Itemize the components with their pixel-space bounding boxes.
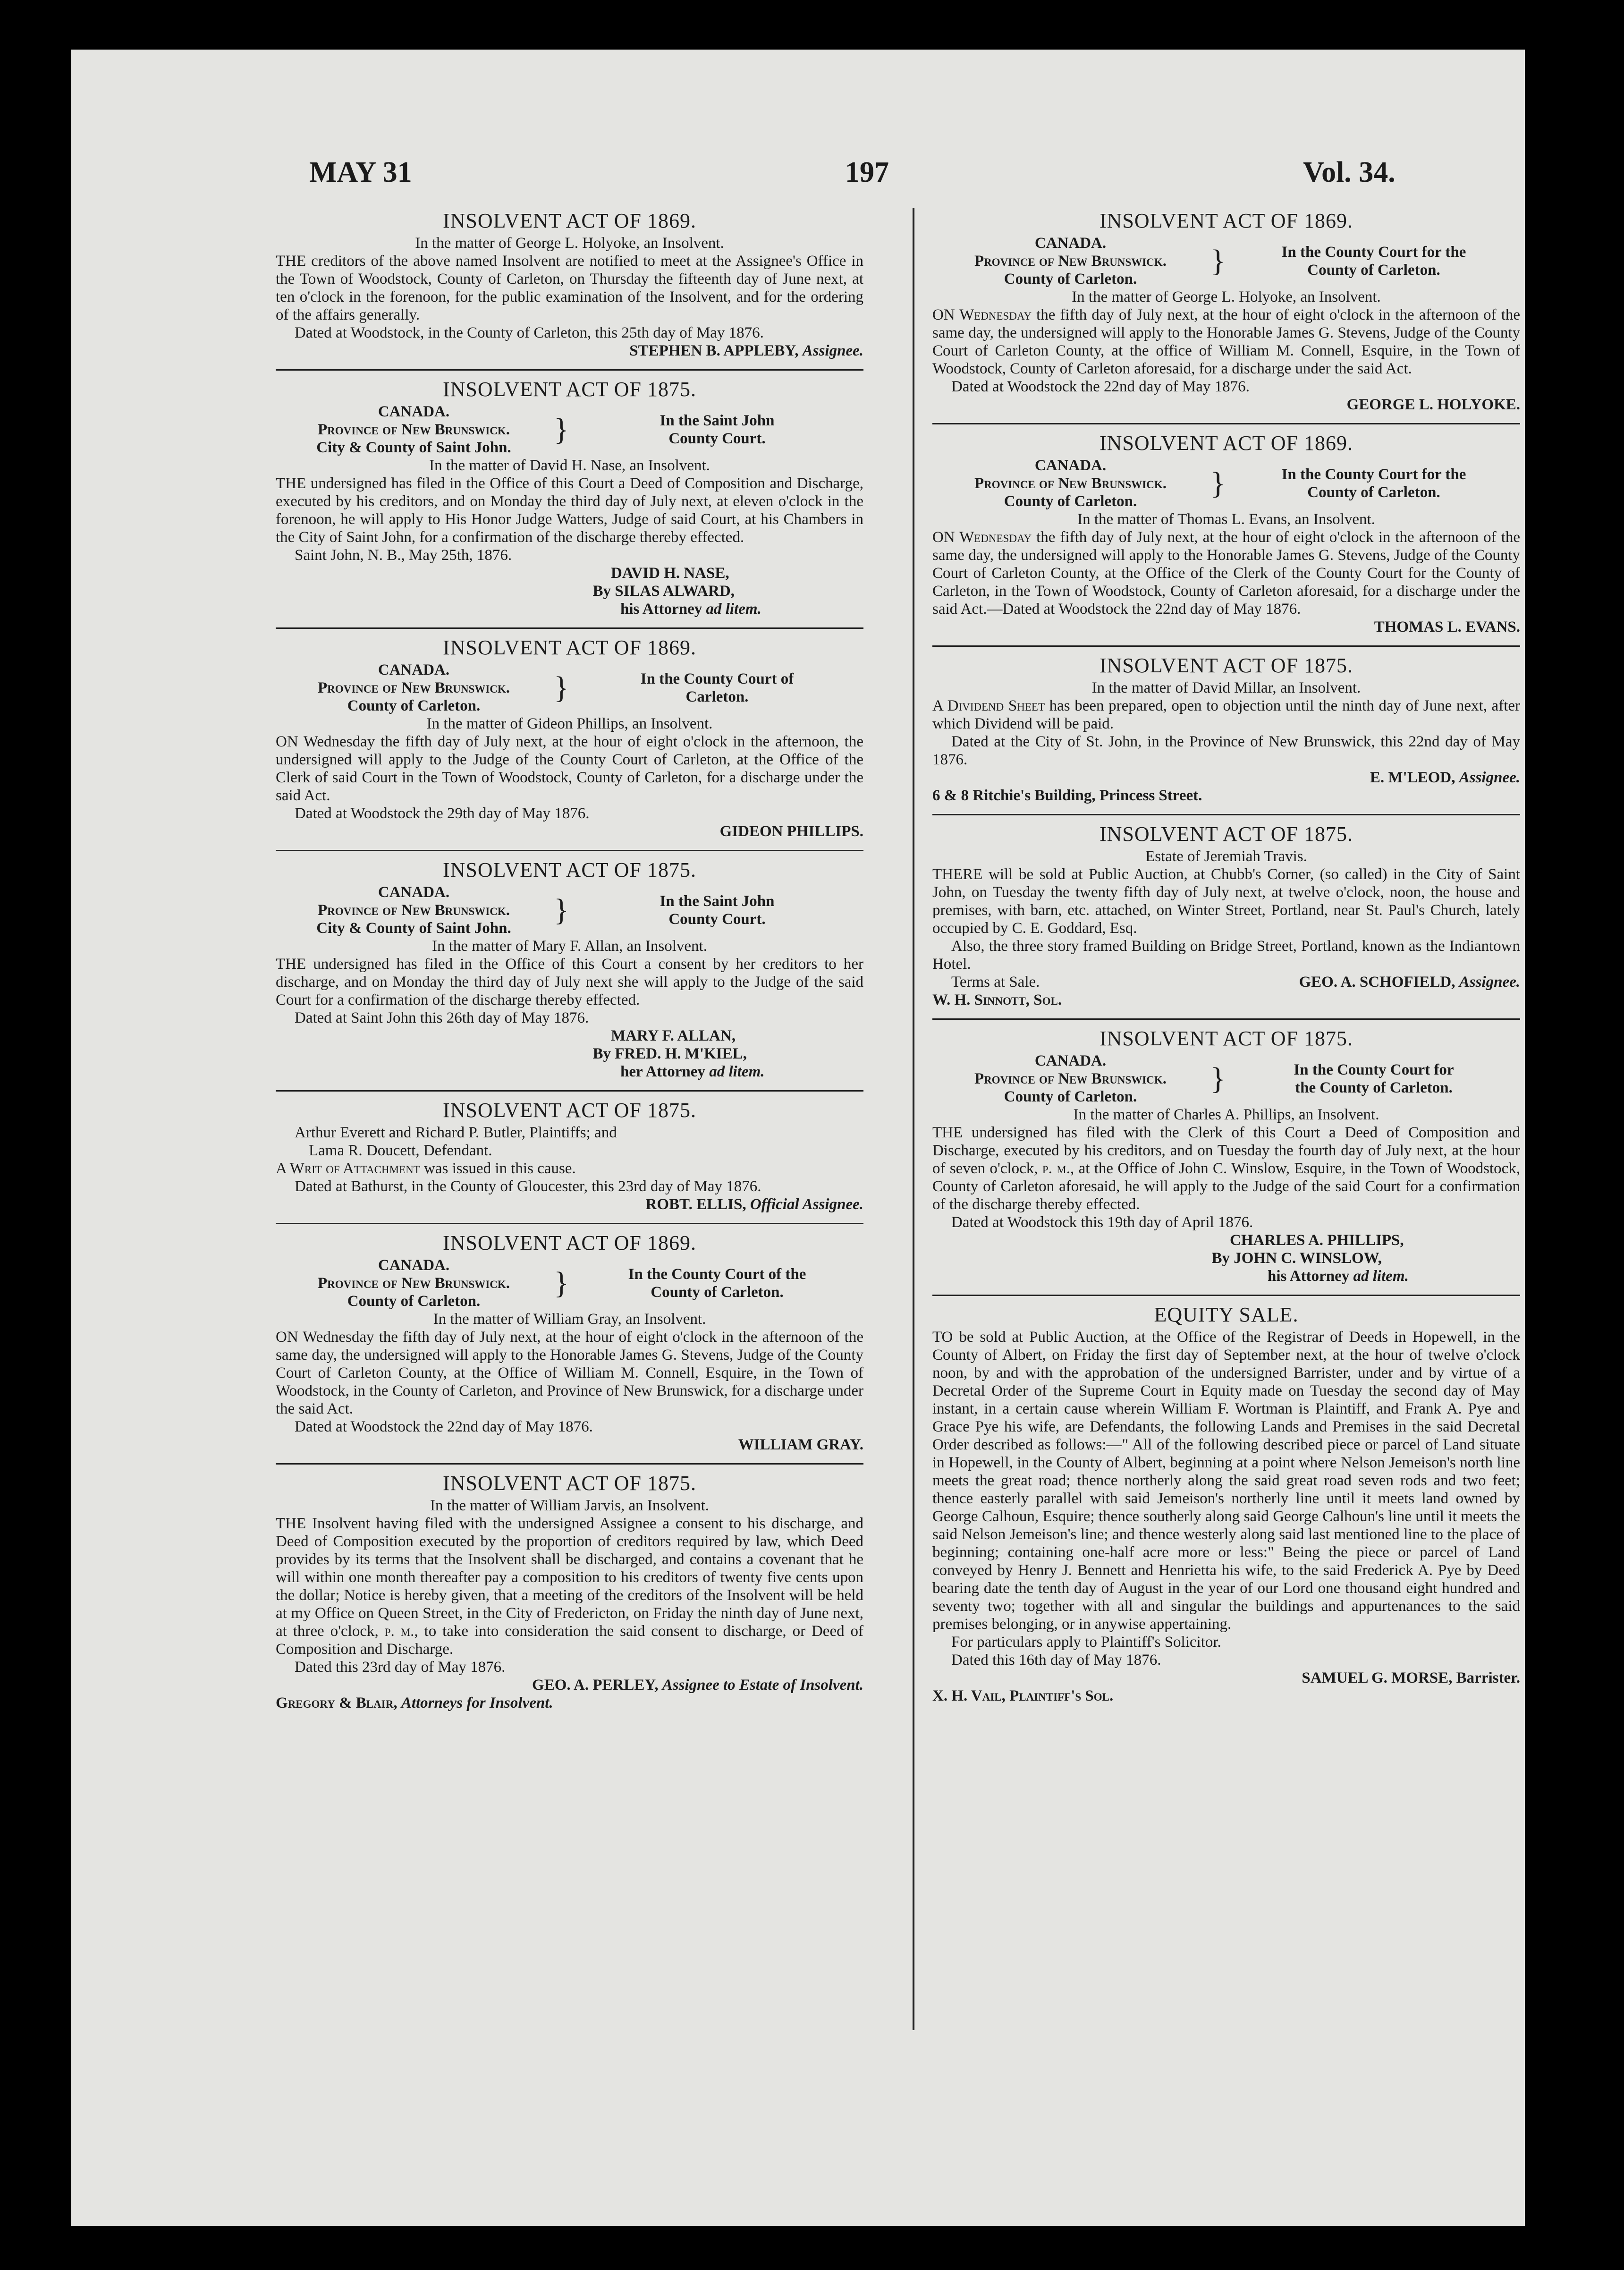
caption-court-2: County of Carleton. [1307, 484, 1440, 501]
signature-attorney: FRED. H. M'KIEL, [615, 1045, 747, 1062]
signature-role-latin: ad litem. [1353, 1268, 1409, 1285]
brace-glyph: } [554, 893, 569, 927]
caption-court: In the County Court for the [1281, 466, 1466, 483]
notice-body-lead: ON Wednesday [932, 306, 1032, 323]
court-caption [276, 1256, 863, 1310]
notice-matter: In the matter of Gideon Phillips, an Insolvent. [426, 715, 713, 732]
notice-body-part-1: THE Insolvent having filed with the undersigned Assignee a consent to his discharge, and Deed of Composition executed by the proportion of creditors required by law, which Deed provides by its terms that the Insolvent shall be discharged, and contains a covenant that he will within one month thereafter pay a composition to his creditors of twenty five cents upon the dollar; Notice is hereby given, that a meeting of the creditors of the Insolvent will be held at my Office on Queen Street, in the City of Fredericton, on Friday the ninth day of June next, at three o'clock, [276, 1515, 863, 1640]
notice-signature [276, 342, 863, 360]
notice-attorneys [276, 1694, 863, 1712]
signature-role: Assignee. [802, 342, 863, 359]
notice-dated: Dated at Woodstock the 22nd day of May 1876. [951, 378, 1250, 395]
signature-name: DAVID H. NASE, [611, 565, 729, 582]
notice-parties-2: Lama R. Doucett, Defendant. [309, 1142, 492, 1159]
notice-signature [276, 1027, 863, 1081]
caption-court-2: County Court. [668, 430, 766, 447]
signature-attorney: JOHN C. WINSLOW, [1234, 1250, 1382, 1267]
notice-dated: Dated at Woodstock, in the County of Carleton, this 25th day of May 1876. [295, 324, 764, 341]
caption-court-2: County of Carleton. [651, 1284, 784, 1301]
notice-terms-row [932, 973, 1520, 991]
notice-signature: THOMAS L. EVANS. [1374, 618, 1520, 635]
notice-title: INSOLVENT ACT OF 1869. [442, 209, 697, 232]
court-caption [932, 1052, 1520, 1106]
notice-signature [932, 1231, 1520, 1285]
caption-country: CANADA. [378, 884, 450, 901]
left-column [276, 208, 863, 2044]
notice-body [932, 697, 1520, 733]
notice-title: INSOLVENT ACT OF 1875. [442, 1472, 697, 1495]
notice-title: INSOLVENT ACT OF 1875. [1099, 822, 1353, 846]
notice-title: INSOLVENT ACT OF 1869. [442, 636, 697, 659]
notice-body: THE creditors of the above named Insolvent are notified to meet at the Assignee's Office in the Town of Woodstock, County of Carleton, on Thursday the fifteenth day of June next, at ten o'clock in the forenoon, for the public examination of the Insolvent, and for the ordering of the affairs generally. [276, 253, 863, 323]
caption-court: In the Saint John [660, 893, 775, 910]
signature-name: ROBT. ELLIS, [645, 1196, 746, 1213]
notice-signature: WILLIAM GRAY. [738, 1436, 863, 1453]
notice-signature [276, 1195, 863, 1213]
caption-province: Province of New Brunswick. [318, 679, 510, 696]
signature-name: MARY F. ALLAN, [611, 1027, 736, 1044]
notice-matter: In the matter of Mary F. Allan, an Insolvent. [432, 938, 707, 955]
caption-province: Province of New Brunswick. [318, 1275, 510, 1292]
right-column [932, 208, 1520, 2044]
caption-country: CANADA. [378, 403, 450, 420]
caption-country: CANADA. [1034, 1052, 1107, 1069]
page-volume: Vol. 34. [1303, 156, 1396, 188]
notice-body [276, 1515, 863, 1658]
signature-role: Assignee. [1459, 769, 1520, 786]
caption-province: Province of New Brunswick. [974, 1070, 1167, 1087]
notice-dated: Dated at Saint John this 26th day of May 1876. [295, 1009, 589, 1026]
notice-signature [276, 564, 863, 618]
notice-jarvis-1875 [276, 1463, 863, 1712]
page-date: MAY 31 [309, 156, 412, 188]
caption-county: County of Carleton. [1004, 493, 1137, 510]
caption-court: In the County Court of the [628, 1266, 806, 1283]
notice-signature: SAMUEL G. MORSE, Barrister. [1302, 1669, 1520, 1686]
notice-body [932, 1124, 1520, 1213]
notice-body-rest: the fifth day of July next, at the hour of eight o'clock in the afternoon of the same day, the undersigned will apply to the Honorable James G. Stevens, Judge of the County Court of Carleton County, at the office of William M. Connell, Esquire, in the Town of Woodstock, County of Carleton aforesaid, for a discharge under the said Act. [932, 306, 1520, 377]
notice-terms: Terms at Sale. [951, 974, 1040, 991]
notice-nase-1875 [276, 369, 863, 618]
caption-court: In the Saint John [660, 412, 775, 429]
caption-country: CANADA. [378, 661, 450, 678]
notice-also: Also, the three story framed Building on Bridge Street, Portland, known as the Indiantown Hotel. [932, 938, 1520, 973]
court-caption [932, 234, 1520, 288]
brace-glyph: } [554, 1266, 569, 1300]
signature-name: STEPHEN B. APPLEBY, [629, 342, 799, 359]
signature-role: his Attorney [620, 601, 702, 618]
notice-dated: Dated at Bathurst, in the County of Gloucester, this 23rd day of May 1876. [295, 1178, 761, 1195]
notice-signature [932, 769, 1520, 787]
caption-province: Province of New Brunswick. [318, 421, 510, 438]
page-number: 197 [845, 156, 889, 188]
notice-matter: In the matter of Charles A. Phillips, an Insolvent. [1073, 1106, 1379, 1123]
signature-by: By [1211, 1250, 1230, 1267]
column-divider [913, 208, 914, 2030]
caption-county: County of Carleton. [1004, 1088, 1137, 1105]
notice-charles-phillips-1875 [932, 1018, 1520, 1285]
notice-dated: Dated at Woodstock the 29th day of May 1876. [295, 805, 590, 822]
notice-holyoke-1869 [276, 208, 863, 360]
notice-title: INSOLVENT ACT OF 1875. [1099, 1027, 1353, 1050]
notice-travis-1875 [932, 814, 1520, 1009]
court-caption [276, 403, 863, 457]
notice-body-time: p. m. [1042, 1160, 1070, 1177]
notice-body-lead: ON Wednesday [932, 529, 1032, 546]
caption-court: In the County Court for [1294, 1061, 1454, 1078]
notice-body [932, 528, 1520, 618]
notice-body: THERE will be sold at Public Auction, at Chubb's Corner, (so called) in the City of Saint John, on Tuesday the twenty fifth day of July next, at twelve o'clock, noon, the house and premises, with barn, etc. attached, on Winter Street, Portland, near St. Paul's Church, lately occupied by C. E. Goddard, Esq. [932, 866, 1520, 937]
notice-title: INSOLVENT ACT OF 1875. [442, 858, 697, 881]
notice-body: TO be sold at Public Auction, at the Office of the Registrar of Deeds in Hopewell, in the County of Albert, on Friday the first day of September next, at the hour of twelve o'clock noon, by and with the approbation of the undersigned Barrister, under and by virtue of a Decretal Order of the Supreme Court in Equity made on Tuesday the second day of May instant, in a certain cause wherein William F. Wortman is Plaintiff, and Frank A. Pye and Grace Pye his wife, are Defendants, the following Lands and Premises in the said Decretal Order described as follows:—" All of the following described piece or parcel of Land situate in Hopewell, in the County of Albert, beginning at a point where Nelson Jemeison's north line meets the great road; thence northerly along the said great road seven rods and two feet; thence easterly parallel with said Jemeison's northerly line until it meets land owned by George Calhoun, Esquire; thence southerly along said George Calhoun's line until it meets the said Nelson Jemeison's line; and thence westerly along said last mentioned line to the place of beginning; containing one-half acre more or less:" Being the piece or parcel of Land conveyed by Henry J. Bennett and Henrietta his wife, to the said Frederick A. Pye by Deed bearing date the tenth day of August in the year of our Lord one thousand eight hundred and seventy two; together with all and singular the buildings and appurtenances to the said premises belonging, or in anywise appertaining. [932, 1329, 1520, 1633]
caption-country: CANADA. [1034, 457, 1107, 474]
signature-role: Assignee to Estate of Insolvent. [662, 1677, 863, 1694]
notice-matter: Estate of Jeremiah Travis. [1145, 848, 1307, 865]
notice-holyoke-discharge-1869 [932, 208, 1520, 414]
caption-county: County of Carleton. [347, 697, 481, 714]
court-caption [276, 883, 863, 937]
notice-title: EQUITY SALE. [1154, 1303, 1299, 1326]
brace-glyph: } [554, 670, 569, 705]
notice-equity-sale [932, 1295, 1520, 1705]
signature-role-latin: ad litem. [706, 601, 761, 618]
caption-country: CANADA. [1034, 235, 1107, 252]
caption-court-2: Carleton. [685, 688, 749, 705]
signature-name: E. M'LEOD, [1370, 769, 1455, 786]
signature-role: his Attorney [1268, 1268, 1350, 1285]
signature-attorney: SILAS ALWARD, [615, 583, 735, 600]
notice-body-lead: A Writ of Attachment [276, 1160, 420, 1177]
notice-matter: In the matter of David H. Nase, an Insolvent. [429, 457, 710, 474]
notice-matter: In the matter of Thomas L. Evans, an Insolvent. [1077, 511, 1375, 528]
caption-court-2: the County of Carleton. [1295, 1079, 1453, 1096]
notice-particulars: For particulars apply to Plaintiff's Solicitor. [951, 1634, 1221, 1651]
notice-phillips-1869 [276, 627, 863, 840]
notice-signature [1299, 973, 1521, 991]
notice-dated: Dated this 23rd day of May 1876. [295, 1659, 506, 1676]
notice-body: THE undersigned has filed in the Office of this Court a consent by her creditors to her discharge, and on Monday the third day of July next she will apply to the Judge of the said Court for a confirmation of the discharge thereby effected. [276, 956, 863, 1008]
notice-evans-1869 [932, 423, 1520, 636]
caption-court: In the County Court for the [1281, 244, 1466, 261]
notice-body-rest: the fifth day of July next, at the hour of eight o'clock in the afternoon of the same day, the undersigned will apply to the Honorable James G. Stevens, Judge of the County Court of Carleton County, at the Office of the Clerk of the County Court for the County of Carleton, in the Town of Woodstock, County of Carleton aforesaid, for a discharge under the said Act.—Dated at Woodstock the 22nd day of May 1876. [932, 529, 1520, 618]
notice-body-rest: was issued in this cause. [420, 1160, 576, 1177]
notice-body [276, 1160, 863, 1177]
notice-signature: GEORGE L. HOLYOKE. [1346, 396, 1520, 413]
notice-dated: Dated at Woodstock this 19th day of April 1876. [951, 1214, 1253, 1231]
notice-dated: Dated this 16th day of May 1876. [951, 1652, 1161, 1669]
notice-body-time: p. m. [384, 1623, 414, 1640]
caption-province: Province of New Brunswick. [974, 253, 1167, 270]
notice-parties: Arthur Everett and Richard P. Butler, Plaintiffs; and [295, 1124, 617, 1141]
signature-name: GEO. A. PERLEY, [532, 1677, 659, 1694]
signature-role-latin: ad litem. [709, 1063, 765, 1080]
notice-title: INSOLVENT ACT OF 1869. [1099, 209, 1353, 232]
notice-title: INSOLVENT ACT OF 1875. [1099, 654, 1353, 677]
notice-signature [276, 1676, 863, 1694]
notice-signature: GIDEON PHILLIPS. [719, 823, 863, 840]
signature-role: Official Assignee. [750, 1196, 863, 1213]
notice-allan-1875 [276, 850, 863, 1081]
attorneys-name: Gregory & Blair, [276, 1694, 398, 1711]
notice-title: INSOLVENT ACT OF 1869. [442, 1231, 697, 1254]
notice-title: INSOLVENT ACT OF 1869. [1099, 432, 1353, 455]
notice-body: THE undersigned has filed in the Office of this Court a Deed of Composition and Discharge, executed by his creditors, and on Monday the third day of July next, at eleven o'clock in the forenoon, he will apply to His Honor Judge Watters, Judge of said Court, at his Chambers in the City of Saint John, for a confirmation of the discharge thereby effected. [276, 475, 863, 546]
brace-glyph: } [1210, 244, 1226, 278]
brace-glyph: } [554, 412, 569, 447]
notice-body: ON Wednesday the fifth day of July next, at the hour of eight o'clock in the afternoon of the same day, the undersigned will apply to the Honorable James G. Stevens, Judge of the County Court of Carleton County, at the Office of William M. Connell, Esquire, in the Town of Woodstock, in the County of Carleton, and Province of New Brunswick, for a discharge under the said Act. [276, 1329, 863, 1417]
notice-matter: In the matter of George L. Holyoke, an Insolvent. [415, 235, 724, 252]
signature-by: By [592, 1045, 611, 1062]
notice-matter: In the matter of David Millar, an Insolvent. [1091, 679, 1361, 696]
signature-by: By [592, 583, 611, 600]
notice-dated: Dated at the City of St. John, in the Province of New Brunswick, this 22nd day of May 1876. [932, 733, 1520, 768]
notice-title: INSOLVENT ACT OF 1875. [442, 1099, 697, 1122]
notice-address: 6 & 8 Ritchie's Building, Princess Street. [932, 787, 1202, 804]
signature-role: Assignee. [1459, 974, 1520, 991]
court-caption [276, 661, 863, 715]
notice-dated: Saint John, N. B., May 25th, 1876. [295, 547, 512, 564]
notice-title: INSOLVENT ACT OF 1875. [442, 378, 697, 401]
notice-solicitor: W. H. Sinnott, Sol. [932, 991, 1062, 1008]
caption-county: City & County of Saint John. [316, 439, 511, 456]
notice-matter: In the matter of William Gray, an Insolvent. [433, 1311, 706, 1328]
notice-body-part-2: , at the Office of John C. Winslow, Esquire, in the Town of Woodstock, County of Carleton aforesaid, he will apply to the Judge of the said Court for a confirmation of the discharge thereby effected. [932, 1160, 1520, 1213]
notice-millar-1875 [932, 645, 1520, 805]
notice-dated: Dated at Woodstock the 22nd day of May 1876. [295, 1418, 593, 1435]
notice-solicitor: X. H. Vail, Plaintiff's Sol. [932, 1687, 1114, 1704]
brace-glyph: } [1210, 1061, 1226, 1096]
notice-body-part-1: THE undersigned has filed with the Clerk of this Court a Deed of Composition and Discharge, executed by his creditors, and on Tuesday the fourth day of July next, at the hour of seven o'clock, [932, 1124, 1520, 1177]
caption-county: County of Carleton. [347, 1293, 481, 1310]
notice-gray-1869 [276, 1223, 863, 1454]
notice-body [932, 306, 1520, 378]
notice-body-part-2: , to take into consideration the said consent to discharge, or Deed of Composition and Discharge. [276, 1623, 863, 1658]
caption-county: City & County of Saint John. [316, 920, 511, 937]
attorneys-role: Attorneys for Insolvent. [401, 1694, 553, 1711]
notice-matter: In the matter of William Jarvis, an Insolvent. [430, 1497, 709, 1514]
notice-body-lead: A Dividend Sheet [932, 697, 1045, 714]
signature-name: CHARLES A. PHILLIPS, [1230, 1232, 1404, 1249]
notice-everett-1875 [276, 1090, 863, 1213]
court-caption [932, 457, 1520, 510]
notice-body: ON Wednesday the fifth day of July next, at the hour of eight o'clock in the afternoon, the undersigned will apply to the Judge of the County Court of Carleton, at the Office of the Clerk of said Court in the Town of Woodstock, County of Carleton, for a discharge under the said Act. [276, 733, 863, 804]
caption-country: CANADA. [378, 1257, 450, 1274]
brace-glyph: } [1210, 466, 1226, 500]
notice-matter: In the matter of George L. Holyoke, an Insolvent. [1072, 288, 1381, 305]
signature-name: GEO. A. SCHOFIELD, [1299, 974, 1455, 991]
caption-court-2: County Court. [668, 911, 766, 928]
caption-province: Province of New Brunswick. [974, 475, 1167, 492]
caption-county: County of Carleton. [1004, 271, 1137, 288]
caption-court: In the County Court of [640, 670, 794, 687]
caption-province: Province of New Brunswick. [318, 902, 510, 919]
newspaper-page [71, 50, 1525, 2226]
caption-court-2: County of Carleton. [1307, 262, 1440, 279]
notice-body-rest: has been prepared, open to objection until the ninth day of June next, after which Dividend will be paid. [932, 697, 1520, 732]
signature-role: her Attorney [620, 1063, 705, 1080]
